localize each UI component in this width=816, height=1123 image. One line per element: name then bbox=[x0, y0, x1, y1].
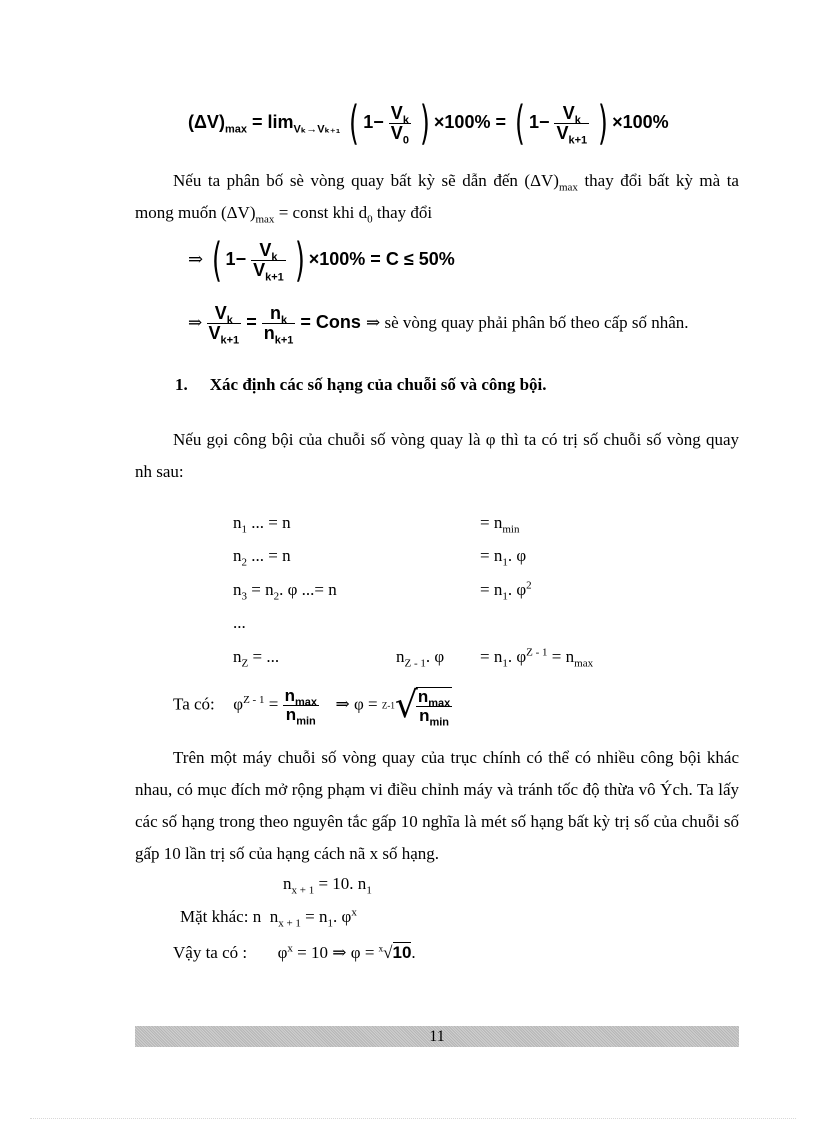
series-row-3-value: = $n_1$. $\varphi^2$ bbox=[480, 579, 532, 603]
series-row-2: $n_2$ ... = n bbox=[233, 546, 291, 569]
paragraph-spindle-series: Trên một máy chuỗi số vòng quay của trục chính có thể có nhiều công bội khác nhau, có mục đích mở rộng phạm vi điều chỉnh máy và tránh tốc độ thừa vô Ých. Ta lấy các số hạng trong theo nguyên tắc gấp 10 nghĩa là mét số hạng bất kỳ trị số của chuỗi số gấp 10 lần trị số của hạng cách nã x số hạng. bbox=[135, 748, 739, 863]
series-row-z: $n_Z$ = ... bbox=[233, 647, 280, 670]
page-footer bbox=[135, 1026, 739, 1047]
section-heading: 1. Xác định các số hạng của chuỗi số và công bội. bbox=[175, 375, 547, 394]
series-row-1-value: = $n_{min}$ bbox=[480, 513, 520, 536]
series-row-z-middle: $n_{Z - 1}$. φ bbox=[396, 647, 445, 670]
equation-phi-result: Vậy ta có : $\varphi^x = 10$ ⇒ φ = $^x$√10. bbox=[173, 942, 416, 962]
equation-nx1: $n_{x + 1} = 10$. $n_1$ bbox=[283, 874, 372, 897]
series-row-z-value: = $n_1$. $\varphi^{Z - 1} = n_{max}$ bbox=[480, 646, 594, 670]
series-row-1: $n_1$ ... = n bbox=[233, 513, 291, 536]
paragraph-common-ratio: Nếu gọi công bội của chuỗi số vòng quay là φ thì ta có trị số chuỗi số vòng quay nh sau: bbox=[135, 430, 739, 481]
paragraph-distribution: Nếu ta phân bố sè vòng quay bất kỳ sẽ dẫn đến $(\Delta V)_{max}$ thay đổi bất kỳ mà ta mong muốn $(\Delta V)_{max}$ = const khi $d_0$ thay đổi bbox=[135, 171, 739, 226]
series-row-3: $n_3 = n_2$. φ ...= n bbox=[233, 580, 337, 603]
equation-phi-formula: Ta có: $\varphi^{Z - 1}$ = $\frac{n_{max}}{n_{min}}$ ⇒ φ = Z-1√ $\frac{n_{max}}{n_{min}}$ bbox=[173, 685, 451, 728]
bottom-dotted-rule bbox=[30, 1118, 796, 1119]
equation-other-hand: Mặt khác: n $n_{x + 1} = n_1$. $\varphi^x$ bbox=[180, 906, 357, 930]
equation-delta-v-max: $(\Delta V)_{max} = \lim_{V_k\to V_{k+1}}$ ( 1− $\frac{V_k}{V_0}$ ) ×100% = ( 1− $\frac{V_k}{V_{k+1}}$ ) ×100% bbox=[188, 96, 669, 150]
equation-ratio-limit: ⇒ ( 1− $\frac{V_k}{V_{k+1}}$ ) ×100% = C ≤ 50% bbox=[188, 233, 455, 287]
series-row-2-value: = $n_1$. φ bbox=[480, 546, 527, 569]
page-number: 11 bbox=[429, 1028, 445, 1045]
series-row-ellipsis: ... bbox=[233, 613, 246, 632]
equation-geometric-progression: ⇒ $\frac{V_k}{V_{k+1}}$ = $\frac{n_k}{n_{k+1}}$ = Cons ⇒ sè vòng quay phải phân bố theo cấp số nhân. bbox=[188, 303, 689, 347]
